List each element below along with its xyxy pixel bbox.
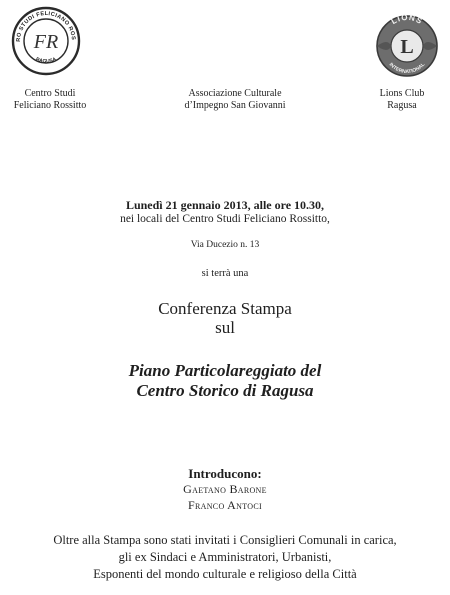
middle-org-line-1: Associazione Culturale bbox=[188, 88, 282, 99]
event-topic-line-1: Piano Particolareggiato del bbox=[128, 361, 322, 380]
invitation-line: Esponenti del mondo culturale e religioso della Città bbox=[93, 567, 357, 581]
event-connector: si terrà una bbox=[201, 268, 249, 279]
centro-studi-seal-logo bbox=[11, 6, 81, 76]
lions-bottom-text: INTERNATIONAL bbox=[387, 61, 427, 76]
svg-text:RAGUSA bbox=[35, 56, 58, 64]
lions-top-text: LIONS bbox=[389, 12, 425, 27]
right-org-line-1: Lions Club bbox=[379, 88, 425, 99]
event-title-suffix: sul bbox=[215, 318, 235, 337]
right-organization-name bbox=[362, 88, 442, 112]
left-org-line-2: Feliciano Rossitto bbox=[13, 100, 87, 111]
seal-city-text: RAGUSA bbox=[34, 56, 58, 65]
event-venue: nei locali del Centro Studi Feliciano Rossitto, bbox=[120, 213, 330, 225]
event-address: Via Ducezio n. 13 bbox=[190, 240, 260, 250]
middle-organization-name bbox=[150, 88, 320, 112]
event-topic-line-2: Centro Storico di Ragusa bbox=[136, 381, 314, 400]
left-org-line-1: Centro Studi bbox=[24, 88, 76, 99]
event-title: Conferenza Stampa bbox=[158, 299, 292, 318]
seal-monogram: FR bbox=[33, 31, 59, 53]
lions-letter: L bbox=[400, 36, 414, 58]
speaker-name: Franco Antoci bbox=[188, 498, 262, 512]
right-org-line-2: Ragusa bbox=[387, 100, 417, 111]
speaker-name: Gaetano Barone bbox=[183, 482, 267, 496]
lions-club-emblem-logo bbox=[372, 10, 442, 80]
speakers-label: Introducono: bbox=[188, 466, 262, 481]
invitation-line: gli ex Sindaci e Amministratori, Urbanisti, bbox=[118, 550, 332, 564]
event-date-time: Lunedì 21 gennaio 2013, alle ore 10.30, bbox=[125, 198, 325, 212]
left-organization-name bbox=[10, 88, 90, 112]
seal-ring-text: RO STUDI FELICIANO ROS bbox=[15, 10, 77, 42]
invitation-line: Oltre alla Stampa sono stati invitati i Consiglieri Comunali in carica, bbox=[53, 533, 397, 547]
middle-org-line-2: d’Impegno San Giovanni bbox=[184, 100, 286, 111]
